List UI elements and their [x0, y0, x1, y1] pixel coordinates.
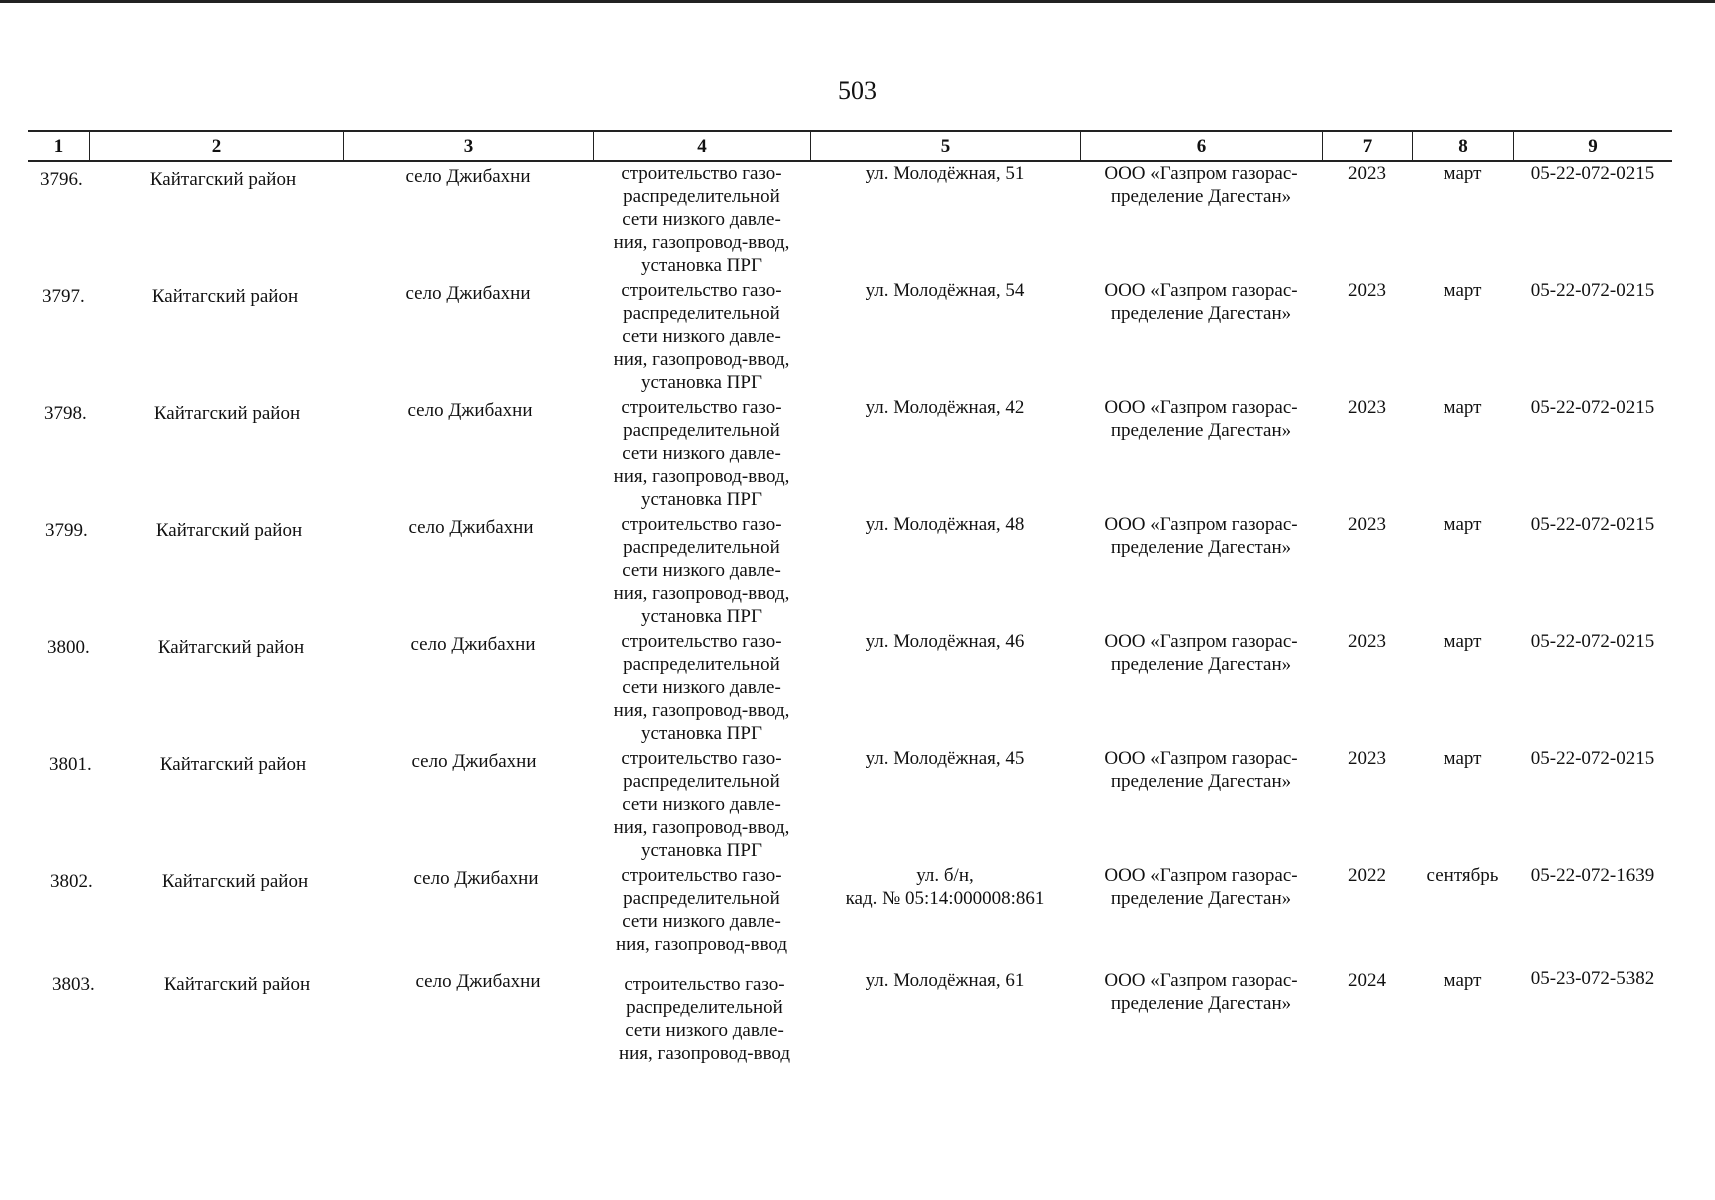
year-cell: 2023 [1348, 163, 1386, 184]
description-line: строительство газо- [621, 865, 782, 886]
description-line: ния, газопровод-ввод [615, 934, 788, 955]
row-number: 3801. [49, 754, 92, 775]
code-cell: 05-22-072-0215 [1530, 163, 1655, 184]
description-line: строительство газо- [624, 974, 785, 995]
description-line: ния, газопровод-ввод [618, 1043, 791, 1064]
row-number: 3803. [52, 974, 95, 995]
settlement-cell: село Джибахни [411, 751, 537, 772]
code-cell: 05-22-072-0215 [1530, 748, 1655, 769]
description-line: распределительной [623, 537, 780, 558]
page-number: 503 [838, 76, 877, 105]
organization-line: ООО «Газпром газорас- [1104, 631, 1298, 652]
address-line: ул. Молодёжная, 61 [865, 970, 1025, 991]
organization-line: пределение Дагестан» [1110, 993, 1292, 1014]
description-line: установка ПРГ [641, 255, 762, 276]
description-line: ния, газопровод-ввод, [613, 817, 790, 838]
address-line: ул. Молодёжная, 46 [865, 631, 1025, 652]
header-col-7: 7 [1322, 132, 1412, 160]
settlement-cell: село Джибахни [410, 634, 536, 655]
organization-line: пределение Дагестан» [1110, 186, 1292, 207]
table-row [28, 864, 1672, 961]
organization-line: пределение Дагестан» [1110, 420, 1292, 441]
description-line: строительство газо- [621, 163, 782, 184]
table-row [28, 747, 1672, 864]
code-cell: 05-22-072-0215 [1530, 631, 1655, 652]
district-cell: Кайтагский район [159, 754, 307, 775]
year-cell: 2023 [1348, 280, 1386, 301]
month-cell: март [1443, 514, 1482, 535]
organization-line: ООО «Газпром газорас- [1104, 748, 1298, 769]
address-cell [810, 969, 1080, 992]
description-cell [593, 396, 810, 511]
description-line: ния, газопровод-ввод, [613, 349, 790, 370]
description-line: строительство газо- [621, 514, 782, 535]
address-line: ул. б/н, [916, 865, 974, 886]
description-line: сети низкого давле- [622, 677, 781, 698]
code-cell: 05-22-072-1639 [1530, 865, 1655, 886]
address-cell [810, 396, 1080, 419]
organization-cell [1080, 864, 1322, 910]
description-line: установка ПРГ [641, 723, 762, 744]
header-col-6: 6 [1080, 132, 1322, 160]
description-line: установка ПРГ [641, 372, 762, 393]
table-row [28, 961, 1672, 1077]
address-line: ул. Молодёжная, 45 [865, 748, 1025, 769]
row-number: 3799. [45, 520, 88, 541]
description-cell [593, 162, 810, 277]
table-row [28, 396, 1672, 513]
header-col-2: 2 [89, 132, 343, 160]
description-line: строительство газо- [621, 631, 782, 652]
header-col-3: 3 [343, 132, 593, 160]
description-cell [593, 279, 810, 394]
address-line: ул. Молодёжная, 54 [865, 280, 1025, 301]
district-cell: Кайтагский район [157, 637, 305, 658]
organization-line: пределение Дагестан» [1110, 771, 1292, 792]
year-cell: 2023 [1348, 397, 1386, 418]
description-line: установка ПРГ [641, 489, 762, 510]
description-line: сети низкого давле- [622, 911, 781, 932]
organization-line: пределение Дагестан» [1110, 537, 1292, 558]
table-row [28, 630, 1672, 747]
month-cell: март [1443, 163, 1482, 184]
code-cell: 05-22-072-0215 [1530, 397, 1655, 418]
description-line: распределительной [623, 888, 780, 909]
description-line: ния, газопровод-ввод, [613, 466, 790, 487]
address-line: ул. Молодёжная, 51 [865, 163, 1025, 184]
description-line: распределительной [623, 654, 780, 675]
description-line: строительство газо- [621, 748, 782, 769]
organization-line: ООО «Газпром газорас- [1104, 163, 1298, 184]
month-cell: март [1443, 970, 1482, 991]
code-cell: 05-22-072-0215 [1530, 280, 1655, 301]
description-line: распределительной [623, 771, 780, 792]
organization-line: пределение Дагестан» [1110, 654, 1292, 675]
district-cell: Кайтагский район [149, 169, 297, 190]
header-col-4: 4 [593, 132, 810, 160]
year-cell: 2023 [1348, 514, 1386, 535]
settlement-cell: село Джибахни [407, 400, 533, 421]
organization-line: ООО «Газпром газорас- [1104, 970, 1298, 991]
organization-cell [1080, 396, 1322, 442]
description-line: ния, газопровод-ввод, [613, 232, 790, 253]
header-col-1: 1 [53, 136, 64, 157]
table-row [28, 279, 1672, 396]
row-number: 3798. [44, 403, 87, 424]
organization-line: ООО «Газпром газорас- [1104, 865, 1298, 886]
month-cell: март [1443, 397, 1482, 418]
header-col-5: 5 [810, 132, 1080, 160]
description-line: ния, газопровод-ввод, [613, 700, 790, 721]
year-cell: 2022 [1348, 865, 1386, 886]
organization-line: ООО «Газпром газорас- [1104, 280, 1298, 301]
description-line: распределительной [623, 186, 780, 207]
district-cell: Кайтагский район [163, 974, 311, 995]
organization-cell [1080, 969, 1322, 1015]
organization-cell [1080, 162, 1322, 208]
description-cell [593, 747, 810, 862]
description-cell [593, 630, 810, 745]
month-cell: сентябрь [1426, 865, 1499, 886]
organization-line: ООО «Газпром газорас- [1104, 514, 1298, 535]
description-line: сети низкого давле- [622, 209, 781, 230]
description-line: ния, газопровод-ввод, [613, 583, 790, 604]
row-number: 3797. [42, 286, 85, 307]
header-col-8: 8 [1412, 132, 1513, 160]
address-cell [810, 513, 1080, 536]
settlement-cell: село Джибахни [415, 971, 541, 992]
description-cell [593, 864, 810, 956]
address-cell [810, 864, 1080, 910]
organization-cell [1080, 279, 1322, 325]
address-line: кад. № 05:14:000008:861 [845, 888, 1045, 909]
description-cell [593, 513, 810, 628]
table-body [28, 162, 1672, 1077]
settlement-cell: село Джибахни [405, 283, 531, 304]
month-cell: март [1443, 280, 1482, 301]
description-line: строительство газо- [621, 397, 782, 418]
description-line: распределительной [623, 303, 780, 324]
year-cell: 2023 [1348, 748, 1386, 769]
organization-cell [1080, 513, 1322, 559]
address-cell [810, 279, 1080, 302]
description-line: сети низкого давле- [622, 560, 781, 581]
table-row [28, 162, 1672, 279]
address-cell [810, 630, 1080, 653]
address-cell [810, 162, 1080, 185]
address-line: ул. Молодёжная, 48 [865, 514, 1025, 535]
page-top-border [0, 0, 1715, 3]
row-number: 3802. [50, 871, 93, 892]
organization-line: ООО «Газпром газорас- [1104, 397, 1298, 418]
year-cell: 2024 [1348, 970, 1386, 991]
description-line: распределительной [626, 997, 783, 1018]
month-cell: март [1443, 748, 1482, 769]
organization-line: пределение Дагестан» [1110, 888, 1292, 909]
table-row [28, 513, 1672, 630]
description-line: сети низкого давле- [622, 443, 781, 464]
district-cell: Кайтагский район [155, 520, 303, 541]
settlement-cell: село Джибахни [413, 868, 539, 889]
object-table [28, 130, 1672, 1077]
address-line: ул. Молодёжная, 42 [865, 397, 1025, 418]
settlement-cell: село Джибахни [408, 517, 534, 538]
organization-cell [1080, 630, 1322, 676]
district-cell: Кайтагский район [153, 403, 301, 424]
address-cell [810, 747, 1080, 770]
description-line: сети низкого давле- [625, 1020, 784, 1041]
description-line: установка ПРГ [641, 606, 762, 627]
description-line: строительство газо- [621, 280, 782, 301]
description-cell [596, 973, 813, 1065]
district-cell: Кайтагский район [161, 871, 309, 892]
organization-line: пределение Дагестан» [1110, 303, 1292, 324]
table-header-row [28, 130, 1672, 162]
organization-cell [1080, 747, 1322, 793]
row-number: 3796. [40, 169, 83, 190]
description-line: сети низкого давле- [622, 794, 781, 815]
row-number: 3800. [47, 637, 90, 658]
code-cell: 05-23-072-5382 [1530, 968, 1655, 989]
description-line: распределительной [623, 420, 780, 441]
description-line: установка ПРГ [641, 840, 762, 861]
month-cell: март [1443, 631, 1482, 652]
header-col-9: 9 [1513, 132, 1672, 160]
district-cell: Кайтагский район [151, 286, 299, 307]
settlement-cell: село Джибахни [405, 166, 531, 187]
description-line: сети низкого давле- [622, 326, 781, 347]
code-cell: 05-22-072-0215 [1530, 514, 1655, 535]
year-cell: 2023 [1348, 631, 1386, 652]
